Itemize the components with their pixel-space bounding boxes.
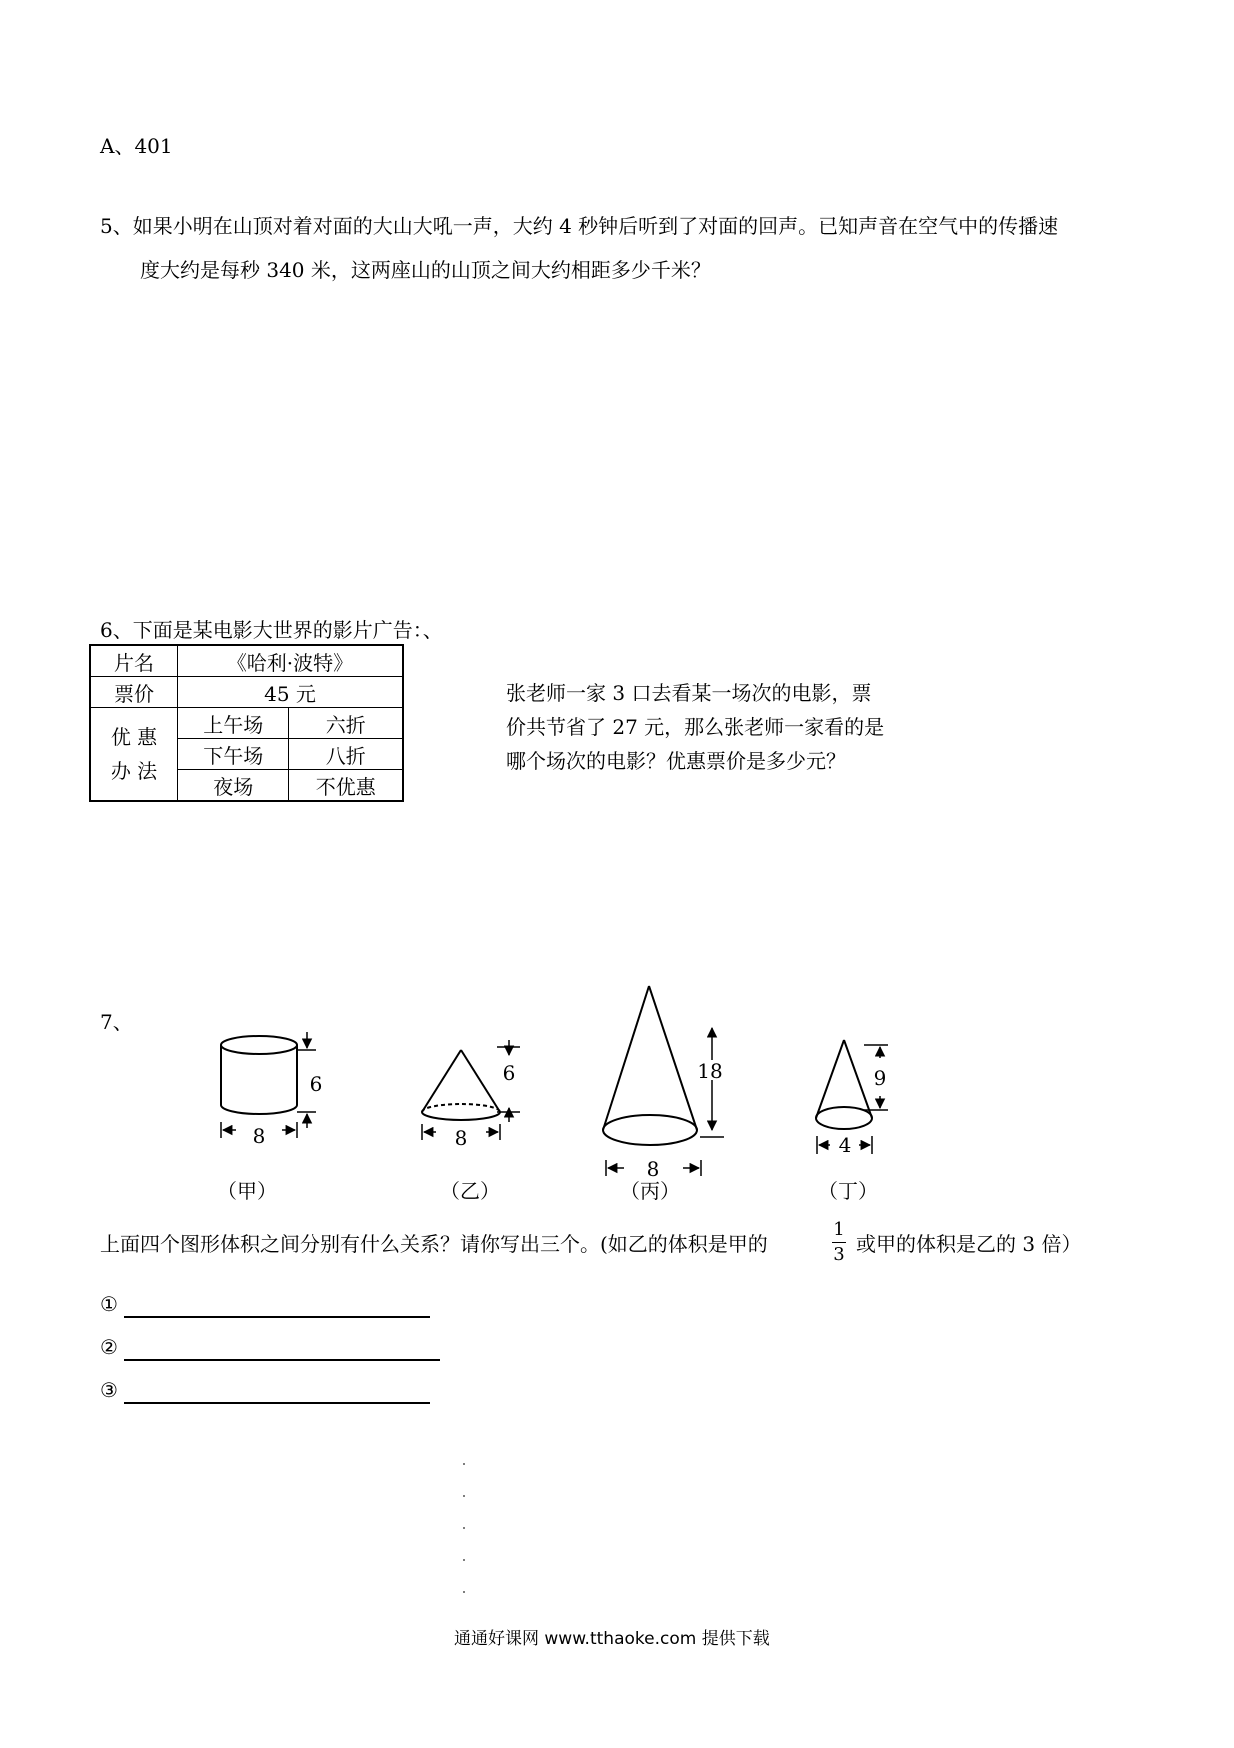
session-name: 夜场 (178, 770, 289, 802)
q7-question-part1: 上面四个图形体积之间分别有什么关系？请你写出三个。(如乙的体积是甲的 (100, 1232, 768, 1256)
q6-question-line3: 哪个场次的电影？优惠票价是多少元？ (506, 749, 846, 773)
yi-width-label: 8 (454, 1126, 468, 1150)
session-discount: 不优惠 (289, 770, 403, 802)
discount-label-line2: 办 法 (110, 759, 158, 783)
session-discount: 六折 (289, 708, 403, 739)
q6-intro: 6、下面是某电影大世界的影片广告：、 (100, 618, 443, 642)
session-discount: 八折 (289, 739, 403, 770)
answer-marker-2: ② (100, 1335, 118, 1359)
yi-height-label: 6 (502, 1061, 516, 1085)
answer-blank-1[interactable] (124, 1316, 430, 1318)
price-value: 45 元 (178, 677, 404, 708)
jia-width-label: 8 (252, 1124, 266, 1148)
q7-question-part2: 或甲的体积是乙的 3 倍） (856, 1232, 1082, 1256)
decorative-dot (463, 1591, 465, 1593)
cone-yi (422, 1040, 520, 1140)
cone-ding (816, 1040, 888, 1154)
ding-width-label: 4 (838, 1133, 852, 1157)
fraction-bar (832, 1242, 846, 1243)
fraction-denominator: 3 (833, 1244, 845, 1265)
q6-question-line2: 价共节省了 27 元，那么张老师一家看的是 (506, 715, 885, 739)
q4-option-a: A、401 (100, 134, 173, 158)
answer-blank-3[interactable] (124, 1402, 430, 1404)
decorative-dot (463, 1559, 465, 1561)
cylinder-jia (221, 1032, 316, 1138)
film-label: 片名 (90, 645, 178, 677)
session-name: 上午场 (178, 708, 289, 739)
q7-number: 7、 (100, 1010, 133, 1034)
answer-blank-2[interactable] (124, 1359, 440, 1361)
bing-height-label: 18 (697, 1059, 723, 1083)
answer-marker-3: ③ (100, 1378, 118, 1402)
q5-text-line1: 5、如果小明在山顶对着对面的大山大吼一声，大约 4 秒钟后听到了对面的回声。已知声音在空气中的传播速 (100, 214, 1059, 238)
answer-marker-1: ① (100, 1292, 118, 1316)
price-label: 票价 (90, 677, 178, 708)
jia-caption: （甲） (217, 1179, 277, 1203)
page-footer: 通通好课网 www.tthaoke.com 提供下载 (454, 1629, 770, 1649)
bing-caption: （丙） (620, 1179, 680, 1203)
yi-caption: （乙） (440, 1179, 500, 1203)
jia-height-label: 6 (309, 1072, 323, 1096)
bing-width-label: 8 (646, 1157, 660, 1181)
fraction-numerator: 1 (833, 1219, 845, 1240)
q6-question-line1: 张老师一家 3 口去看某一场次的电影，票 (506, 681, 872, 705)
decorative-dot (463, 1495, 465, 1497)
q5-text-line2: 度大约是每秒 340 米，这两座山的山顶之间大约相距多少千米？ (140, 258, 711, 282)
decorative-dot (463, 1463, 465, 1465)
decorative-dot (463, 1527, 465, 1529)
discount-label-line1: 优 惠 (110, 725, 158, 749)
film-name: 《哈利·波特》 (178, 645, 404, 677)
ding-caption: （丁） (818, 1179, 878, 1203)
ding-height-label: 9 (873, 1066, 887, 1090)
session-name: 下午场 (178, 739, 289, 770)
